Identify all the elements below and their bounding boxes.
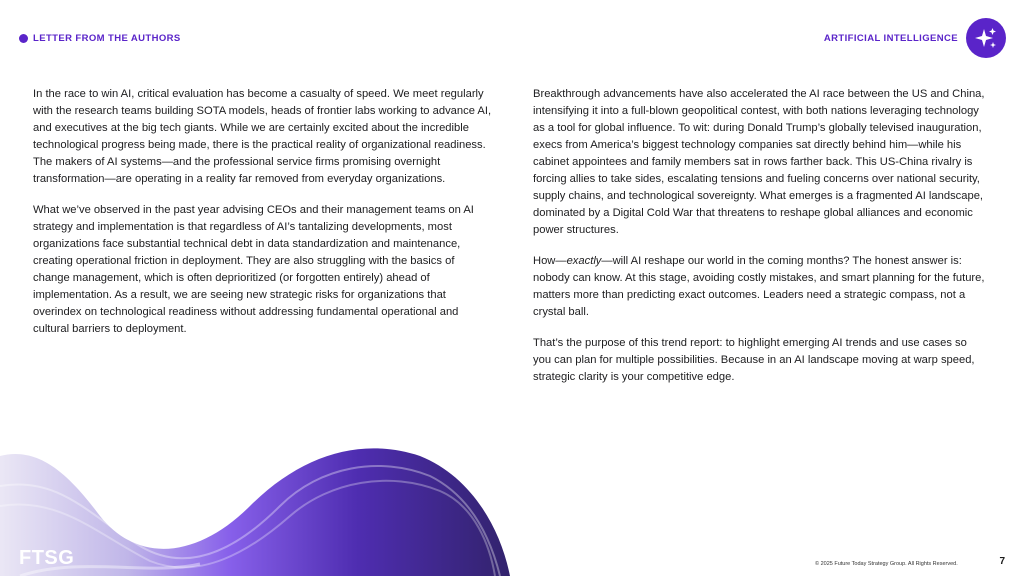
left-paragraph-1: In the race to win AI, critical evaluation has become a casualty of speed. We meet regularly with the research teams building SOTA models, heads of frontier labs working to advance AI, and executives at the big tech giants. While we are certainly excited about the incredible technological progress being made, there is the practical reality of organizational readiness. The makers of AI systems—and the professional service firms promising overnight transformation—are operating in a reality far removed from everyday organizations. <box>33 88 492 185</box>
right-paragraph-3: That’s the purpose of this trend report: to highlight emerging AI trends and use cases so you can plan for multiple possibilities. Because in an AI landscape moving at warp speed, strategic clarity is your competitive edge. <box>533 337 975 383</box>
p2-prefix: How— <box>533 255 567 267</box>
decorative-wave-graphic <box>0 436 520 576</box>
right-column <box>533 86 985 400</box>
category-label: ARTIFICIAL INTELLIGENCE <box>823 32 958 44</box>
right-paragraph-1: Breakthrough advancements have also accelerated the AI race between the US and China, intensifying it into a full-blown geopolitical contest, with both nations leveraging technology as a tool for global influence. To wit: during Donald Trump’s globally televised inauguration, execs from America’s biggest technology companies sat directly behind him—while his cabinet appointees and family members sat in rows farther back. This US-China rivalry is forcing allies to take sides, escalating tensions and fueling concerns over national security, supply chains, and technological sovereignty. What emerges is a fragmented AI landscape, dominated by a Digital Cold War that threatens to reshape global alliances and economic power structures. <box>533 88 985 236</box>
right-paragraph-2 <box>533 253 985 321</box>
left-column <box>33 86 493 352</box>
category-header <box>824 18 1006 58</box>
p2-rest: —will AI reshape our world in the coming months? The honest answer is: nobody can know. At this stage, avoiding costly mistakes, and smart planning for the future, matters more than predicting exact outcomes. Leaders need a strategic compass, not a crystal ball. <box>533 255 985 318</box>
copyright-text: © 2025 Future Today Strategy Group. All Rights Reserved. <box>815 561 958 567</box>
p2-emphasis: exactly <box>566 255 602 267</box>
left-paragraph-2: What we’ve observed in the past year advising CEOs and their management teams on AI strategy and implementation is that regardless of AI’s tantalizing developments, most organizations face substantial technical debt in data standardization and maintenance, creating operational friction in deployment. They are also struggling with the basics of change management, which is often deprioritized (or forgotten entirely) ahead of implementation. As a result, we are seeing new strategic risks for organizations that overindex on technological readiness without addressing fundamental operational and cultural barriers to deployment. <box>33 204 474 335</box>
bullet-dot-icon <box>19 34 28 43</box>
sparkles-icon <box>966 18 1006 58</box>
section-header <box>19 33 181 44</box>
page-number: 7 <box>999 556 1005 567</box>
ftsg-logo: FTSG <box>19 547 75 569</box>
section-label: LETTER FROM THE AUTHORS <box>33 33 181 44</box>
